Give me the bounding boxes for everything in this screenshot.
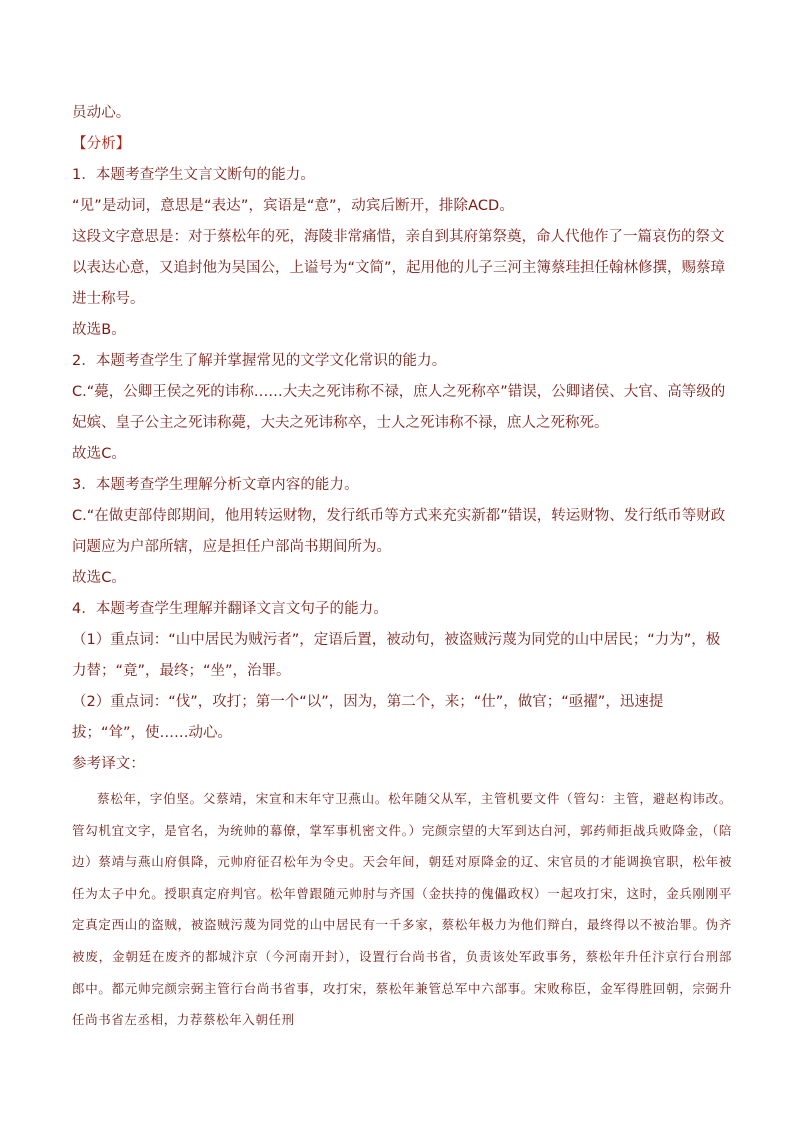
text-paragraph: （1）重点词：“山中居民为贼污者”，定语后置，被动句，被盗贼污蔑为同党的山中居民；“力为”，极力替；“竟”，最终；“坐”，治罪。 (72, 632, 721, 679)
text-paragraph: （2）重点词：“伐”，攻打；第一个“以”，因为，第二个，来；“仕”，做官；“亟擢”，迅速提拔；“耸”，使……动心。 (72, 694, 664, 741)
answer-line: 故选B。 (72, 322, 126, 338)
text-line: 员动心。 (72, 105, 131, 121)
question-1-heading: 1．本题考查学生文言文断句的能力。 (72, 167, 315, 183)
document-body (72, 98, 732, 1036)
text-paragraph: C.“在做吏部侍郎期间，他用转运财物，发行纸币等方式来充实新都”错误，转运财物、发行纸币等财政问题应为户部所辖，应是担任户部尚书期间所为。 (72, 508, 726, 555)
answer-line: 故选C。 (72, 446, 127, 462)
reference-translation (72, 783, 732, 1036)
answer-line: 故选C。 (72, 570, 127, 586)
translation-paragraph: 蔡松年，字伯坚。父蔡靖，宋宣和末年守卫燕山。松年随父从军，主管机要文件（管勾：主管，避赵构讳改。管勾机宜文字，是官名，为统帅的幕僚，掌军事机密文件。）完颜宗望的大军到达白河，郭药师拒战兵败降金，（陪边）蔡靖与燕山府俱降，元帅府征召松年为令史。天会年间，朝廷对原降金的辽、宋官员的才能调换官职，松年被任为太子中允。授职真定府判官。松年曾跟随元帅肘与齐国（金扶持的傀儡政权）一起攻打宋，这时，金兵刚刚平定真定西山的盗贼，被盗贼污蔑为同党的山中居民有一千多家，蔡松年极力为他们辩白，最终得以不被治罪。伪齐被废，金朝廷在废齐的都城汴京（今河南开封），设置行台尚书省，负责该处军政事务，蔡松年升任汴京行台刑部郎中。都元帅完颜宗弼主管行台尚书省事，攻打宋，蔡松年兼管总军中六部事。宋败称臣，金军得胜回朝，宗弼升任尚书省左丞相，力荐蔡松年入朝任刑 (72, 791, 732, 1028)
text-line: “见”是动词，意思是“表达”，宾语是“意”，动宾后断开，排除ACD。 (72, 198, 514, 214)
question-2-heading: 2．本题考查学生了解并掌握常见的文学文化常识的能力。 (72, 353, 447, 369)
reference-translation-label: 参考译文： (72, 756, 145, 772)
text-paragraph: C.“薨，公卿王侯之死的讳称……大夫之死讳称不禄，庶人之死称卒”错误，公卿诸侯、大官、高等级的妃嫔、皇子公主之死讳称薨，大夫之死讳称卒，士人之死讳称不禄，庶人之死称死。 (72, 384, 726, 431)
question-3-heading: 3．本题考查学生理解分析文章内容的能力。 (72, 477, 359, 493)
text-paragraph: 这段文字意思是：对于蔡松年的死，海陵非常痛惜，亲自到其府第祭奠，命人代他作了一篇哀伤的祭文以表达心意，又追封他为吴国公，上谥号为“文简”，起用他的儿子三河主簿蔡珪担任翰林修撰，赐蔡璋进士称号。 (72, 229, 726, 307)
section-heading-analysis: 【分析】 (72, 136, 131, 152)
question-4-heading: 4．本题考查学生理解并翻译文言文句子的能力。 (72, 601, 388, 617)
